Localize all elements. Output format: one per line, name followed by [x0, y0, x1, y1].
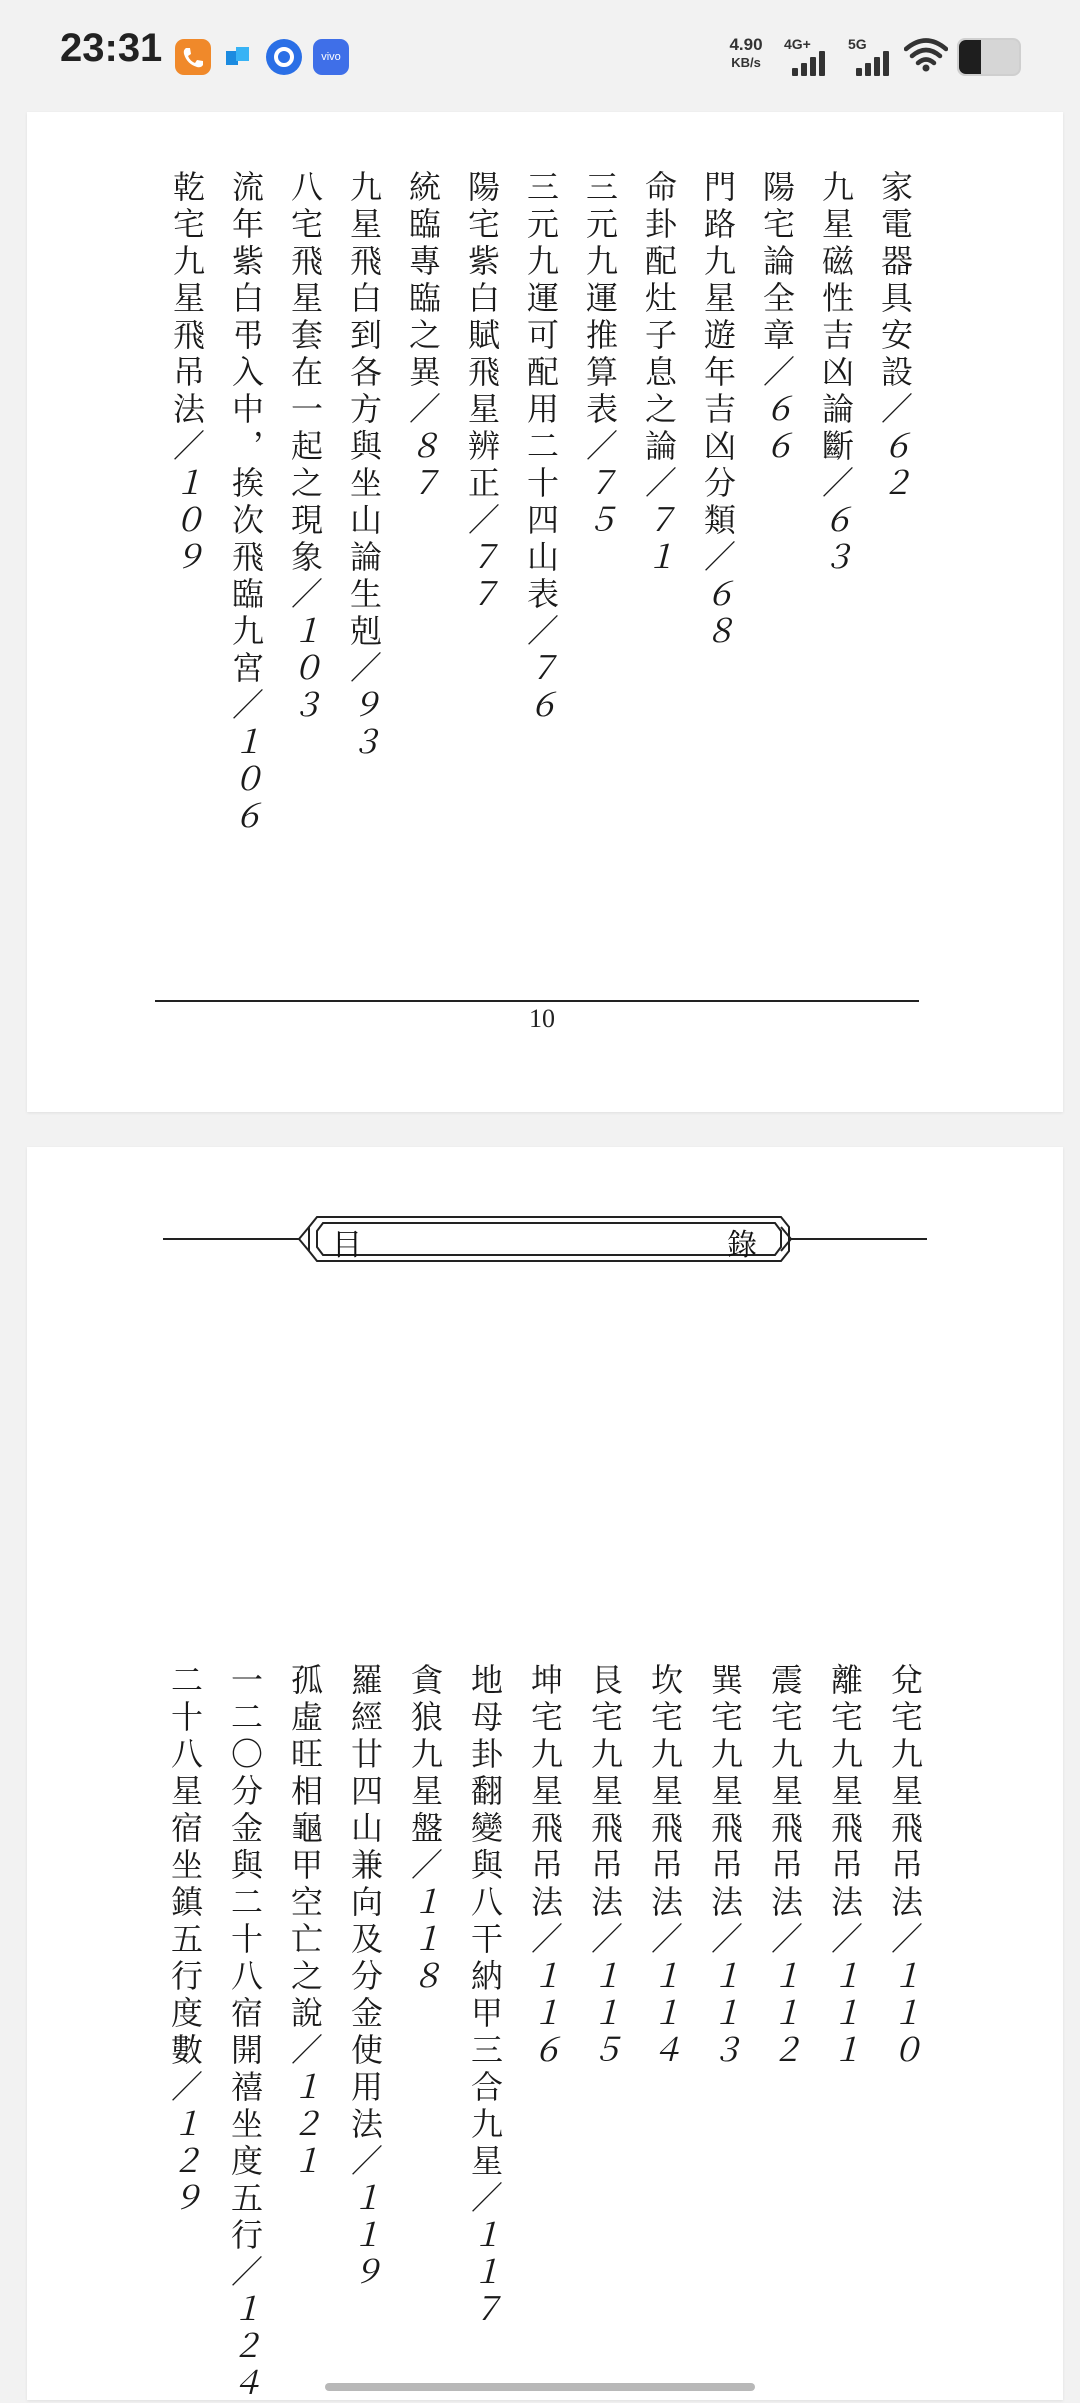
signal-5g-label: 5G: [848, 36, 867, 52]
toc-entry: [581, 170, 619, 540]
toc-entry: [346, 1663, 384, 2292]
toc-entry-title: 九星飛白到各方與坐山論生剋／: [345, 170, 383, 688]
toc-entry-page: ６３: [817, 503, 855, 577]
status-time: 23:31: [60, 26, 163, 70]
toc-entry-title: 兌宅九星飛吊法／: [886, 1663, 924, 1959]
toc-entry: [463, 170, 501, 614]
toc-entry-title: 艮宅九星飛吊法／: [586, 1663, 624, 1959]
toc-entry-page: １１７: [466, 2218, 504, 2329]
toc-entry-title: 九星磁性吉凶論斷／: [817, 170, 855, 503]
status-bar: [0, 0, 1080, 110]
book-page-2: [27, 1147, 1063, 2403]
toc-entry-title: 地母卦翻變與八干納甲三合九星／: [466, 1663, 504, 2218]
toc-entry-title: 陽宅論全章／: [758, 170, 796, 392]
toc-entry-title: 巽宅九星飛吊法／: [706, 1663, 744, 1959]
toc-entry-page: １０６: [227, 725, 265, 836]
toc-entry-title: 乾宅九星飛吊法／: [168, 170, 206, 466]
toc-entry-page: １１５: [586, 1959, 624, 2070]
toc-entry-title: 門路九星遊年吉凶分類／: [699, 170, 737, 577]
signal-5g: [848, 36, 896, 76]
signal-4g-bars-icon: [792, 50, 828, 76]
toc-entry-page: １２４: [226, 2292, 264, 2403]
toc-entry: [706, 1663, 744, 2070]
toc-entry-title: 家電器具安設／: [876, 170, 914, 429]
net-speed-unit: KB/s: [731, 55, 761, 70]
wifi-icon: [904, 38, 948, 76]
toc-entry: [886, 1663, 924, 2070]
toc-entry-page: １１８: [406, 1885, 444, 1996]
toc-entry-title: 一二〇分金與二十八宿開禧坐度五行／: [226, 1663, 264, 2292]
toc-entry: [876, 170, 914, 503]
toc-entry: [758, 170, 796, 466]
vivo-app-label: vivo: [321, 51, 341, 63]
toc-entry: [226, 1663, 264, 2403]
signal-5g-bars-icon: [856, 50, 892, 76]
toc-entry-page: １２１: [286, 2070, 324, 2181]
toc-entry-page: １２９: [166, 2107, 204, 2218]
toc-entry: [166, 1663, 204, 2218]
toc-entry-title: 坎宅九星飛吊法／: [646, 1663, 684, 1959]
toc-entry: [522, 170, 560, 725]
toc-entry-title: 離宅九星飛吊法／: [826, 1663, 864, 1959]
toc-entry-page: １０３: [286, 614, 324, 725]
toc-entry-title: 流年紫白弔入中，挨次飛臨九宮／: [227, 170, 265, 725]
toc-entry-page: １１０: [886, 1959, 924, 2070]
toc-entry-page: ６６: [758, 392, 796, 466]
toc-entry: [466, 1663, 504, 2329]
browser-app-icon: [266, 39, 302, 75]
toc-entry: [586, 1663, 624, 2070]
toc-entry-page: ７６: [522, 651, 560, 725]
toc-entry: [646, 1663, 684, 2070]
cloud-app-icon: [220, 39, 256, 75]
toc-entry-page: ７７: [463, 540, 501, 614]
toc-entry-title: 孤虛旺相龜甲空亡之說／: [286, 1663, 324, 2070]
toc-entry: [699, 170, 737, 651]
home-indicator[interactable]: [325, 2383, 755, 2391]
toc-entry-page: ７５: [581, 466, 619, 540]
toc-entry: [406, 1663, 444, 1996]
toc-entry-page: １０９: [168, 466, 206, 577]
book-page-1: [27, 112, 1063, 1112]
toc-entry-title: 八宅飛星套在一起之現象／: [286, 170, 324, 614]
toc-entry-page: ８７: [404, 429, 442, 503]
toc-entry-page: ６８: [699, 577, 737, 651]
toc-entry-page: １１１: [826, 1959, 864, 2070]
toc-entry: [286, 1663, 324, 2181]
toc-entry-title: 三元九運可配用二十四山表／: [522, 170, 560, 651]
toc-entry: [168, 170, 206, 577]
toc-entry: [286, 170, 324, 725]
toc-entry-title: 羅經廿四山兼向及分金使用法／: [346, 1663, 384, 2181]
toc-entry: [404, 170, 442, 503]
toc-entry-page: １１４: [646, 1959, 684, 2070]
toc-entry-title: 坤宅九星飛吊法／: [526, 1663, 564, 1959]
net-speed: [716, 36, 776, 72]
toc-entry-title: 震宅九星飛吊法／: [766, 1663, 804, 1959]
battery-icon: [957, 38, 1021, 76]
toc-entry: [640, 170, 678, 577]
banner-char-lu: 錄: [727, 1228, 757, 1263]
banner-char-mu: 目: [332, 1228, 362, 1263]
page-number: 10: [529, 1004, 555, 1033]
toc-entry-page: ９３: [345, 688, 383, 762]
toc-entry-page: ６２: [876, 429, 914, 503]
signal-4g: [784, 36, 836, 76]
toc-entry: [227, 170, 265, 836]
toc-entry: [826, 1663, 864, 2070]
toc-entry-title: 統臨專臨之異／: [404, 170, 442, 429]
toc-entry-title: 二十八星宿坐鎮五行度數／: [166, 1663, 204, 2107]
vivo-app-icon: [313, 39, 349, 75]
toc-entry: [526, 1663, 564, 2070]
phone-app-icon: [175, 39, 211, 75]
toc-entry-page: １１６: [526, 1959, 564, 2070]
toc-entry-page: １１９: [346, 2181, 384, 2292]
contents-banner-frame: [27, 1147, 1063, 1287]
footer-rule: [155, 1000, 919, 1002]
toc-entry: [345, 170, 383, 762]
toc-entry-title: 貪狼九星盤／: [406, 1663, 444, 1885]
net-speed-value: 4.90: [729, 35, 763, 54]
toc-entry-title: 陽宅紫白賦飛星辨正／: [463, 170, 501, 540]
toc-entry-page: １１２: [766, 1959, 804, 2070]
toc-entry-title: 三元九運推算表／: [581, 170, 619, 466]
toc-entry: [817, 170, 855, 577]
toc-entry-title: 命卦配灶子息之論／: [640, 170, 678, 503]
signal-4g-label: 4G+: [784, 36, 811, 52]
toc-entry-page: １１３: [706, 1959, 744, 2070]
toc-entry: [766, 1663, 804, 2070]
toc-entry-page: ７１: [640, 503, 678, 577]
